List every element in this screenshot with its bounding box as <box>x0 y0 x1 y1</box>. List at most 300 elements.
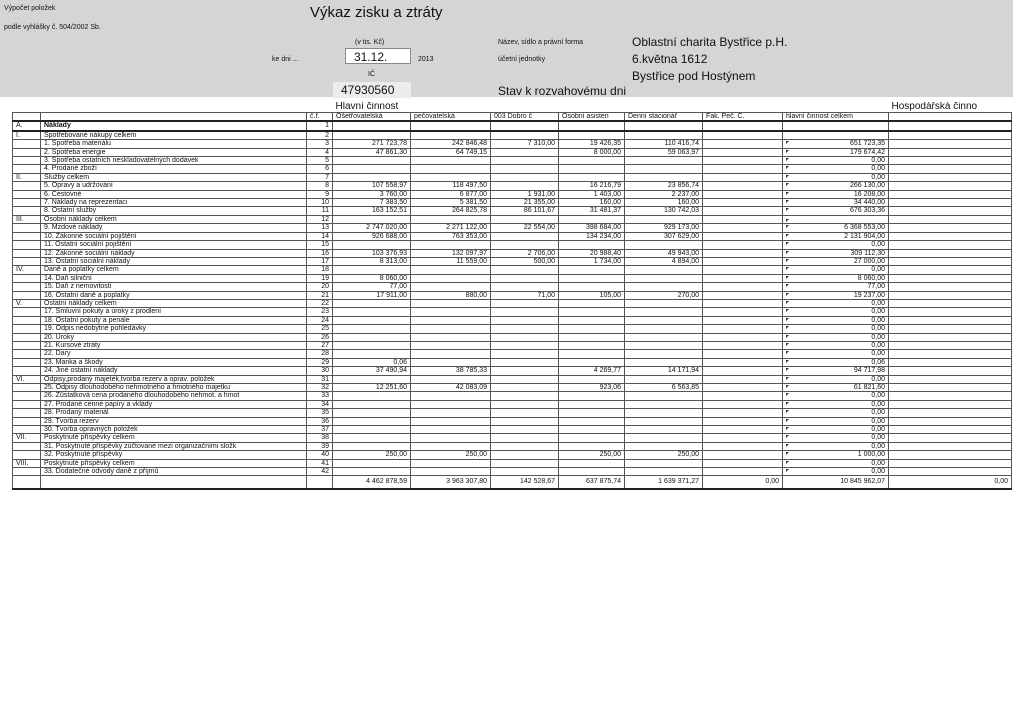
value-cell[interactable] <box>889 241 1012 249</box>
value-cell[interactable] <box>559 392 625 400</box>
value-cell[interactable] <box>703 384 783 392</box>
item-label[interactable]: 4. Prodané zboží <box>41 165 307 173</box>
value-cell[interactable] <box>625 442 703 450</box>
row-number[interactable]: 39 <box>307 442 333 450</box>
value-cell[interactable] <box>889 308 1012 316</box>
item-label[interactable]: 9. Mzdové náklady <box>41 224 307 232</box>
value-cell[interactable] <box>625 341 703 349</box>
item-label[interactable]: 11. Ostatní sociální pojištění <box>41 241 307 249</box>
item-label[interactable]: 3. Spotřeba ostatních neskladovatelných dodávek <box>41 157 307 165</box>
value-cell[interactable] <box>703 459 783 467</box>
total-cell[interactable]: 637 875,74 <box>559 476 625 490</box>
value-cell[interactable] <box>703 392 783 400</box>
value-cell[interactable] <box>703 131 783 140</box>
value-cell[interactable]: 21 355,00 <box>491 199 559 207</box>
value-cell[interactable] <box>783 157 889 165</box>
value-cell[interactable] <box>491 384 559 392</box>
value-cell[interactable] <box>703 325 783 333</box>
item-label[interactable]: 24. Jiné ostatní náklady <box>41 367 307 375</box>
value-cell[interactable] <box>411 157 491 165</box>
ico-value-field[interactable]: 47930560 <box>333 82 411 98</box>
value-cell[interactable] <box>625 241 703 249</box>
section-code[interactable] <box>13 325 41 333</box>
row-number[interactable]: 13 <box>307 224 333 232</box>
value-cell[interactable] <box>783 131 889 140</box>
value-cell[interactable] <box>889 451 1012 459</box>
value-cell[interactable]: 926 688,00 <box>333 232 411 240</box>
value-cell[interactable]: 242 846,48 <box>411 140 491 148</box>
row-number[interactable]: 20 <box>307 283 333 291</box>
value-cell[interactable] <box>889 468 1012 476</box>
row-number[interactable]: 17 <box>307 257 333 265</box>
item-label[interactable]: Osobní náklady celkem <box>41 215 307 223</box>
section-code[interactable] <box>13 207 41 215</box>
section-code[interactable] <box>13 451 41 459</box>
item-label[interactable]: 20. Úroky <box>41 333 307 341</box>
value-cell[interactable] <box>703 215 783 223</box>
value-cell[interactable] <box>411 165 491 173</box>
item-label[interactable]: 21. Kursové ztráty <box>41 341 307 349</box>
row-number[interactable]: 18 <box>307 266 333 274</box>
value-cell[interactable]: 1 403,00 <box>559 190 625 198</box>
value-cell[interactable] <box>703 283 783 291</box>
value-cell[interactable] <box>411 358 491 366</box>
value-cell[interactable] <box>889 392 1012 400</box>
section-code[interactable] <box>13 308 41 316</box>
value-cell[interactable] <box>333 165 411 173</box>
value-cell[interactable] <box>411 392 491 400</box>
value-cell[interactable] <box>625 434 703 442</box>
section-code[interactable]: A. <box>13 121 41 130</box>
value-cell[interactable] <box>411 434 491 442</box>
row-number[interactable]: 21 <box>307 291 333 299</box>
section-code[interactable] <box>13 283 41 291</box>
value-cell[interactable] <box>333 299 411 307</box>
value-cell[interactable] <box>625 325 703 333</box>
value-cell[interactable] <box>333 241 411 249</box>
value-cell[interactable] <box>491 215 559 223</box>
value-cell[interactable] <box>889 140 1012 148</box>
value-cell[interactable] <box>889 165 1012 173</box>
item-label[interactable]: 27. Prodané cenné papíry a vklady <box>41 400 307 408</box>
value-cell[interactable] <box>889 283 1012 291</box>
value-cell[interactable] <box>411 341 491 349</box>
section-code[interactable] <box>13 442 41 450</box>
value-cell[interactable] <box>411 173 491 181</box>
value-cell[interactable]: 118 497,50 <box>411 182 491 190</box>
item-label[interactable]: Spotřebované nákupy celkem <box>41 131 307 140</box>
value-cell[interactable] <box>783 400 889 408</box>
value-cell[interactable] <box>491 400 559 408</box>
section-code[interactable] <box>13 417 41 425</box>
value-cell[interactable] <box>703 157 783 165</box>
value-cell[interactable]: 19 426,35 <box>559 140 625 148</box>
value-cell[interactable] <box>491 392 559 400</box>
total-cell[interactable]: 0,00 <box>889 476 1012 490</box>
value-cell[interactable] <box>411 400 491 408</box>
value-cell[interactable]: 264 825,78 <box>411 207 491 215</box>
item-label[interactable]: 26. Zůstatková cena prodaného dlouhodobého nehmot. a hmot <box>41 392 307 400</box>
value-cell[interactable] <box>333 400 411 408</box>
value-cell[interactable] <box>491 157 559 165</box>
value-cell[interactable]: 134 234,00 <box>559 232 625 240</box>
row-number[interactable]: 6 <box>307 165 333 173</box>
value-cell[interactable] <box>783 182 889 190</box>
value-cell[interactable] <box>411 215 491 223</box>
value-cell[interactable] <box>703 316 783 324</box>
value-cell[interactable] <box>703 266 783 274</box>
value-cell[interactable] <box>783 384 889 392</box>
value-cell[interactable]: 307 629,00 <box>625 232 703 240</box>
item-label[interactable]: 19. Odpis nedobytné pohledávky <box>41 325 307 333</box>
value-cell[interactable] <box>703 224 783 232</box>
value-cell[interactable] <box>889 442 1012 450</box>
value-cell[interactable] <box>625 157 703 165</box>
row-number[interactable]: 1 <box>307 121 333 130</box>
value-cell[interactable] <box>625 308 703 316</box>
value-cell[interactable] <box>491 341 559 349</box>
value-cell[interactable] <box>559 241 625 249</box>
value-cell[interactable] <box>333 333 411 341</box>
row-number[interactable]: 40 <box>307 451 333 459</box>
value-cell[interactable] <box>703 451 783 459</box>
value-cell[interactable] <box>889 249 1012 257</box>
item-label[interactable]: 6. Cestovné <box>41 190 307 198</box>
value-cell[interactable] <box>559 434 625 442</box>
value-cell[interactable]: 398 684,00 <box>559 224 625 232</box>
value-cell[interactable] <box>889 299 1012 307</box>
value-cell[interactable] <box>559 121 625 130</box>
value-cell[interactable] <box>491 409 559 417</box>
row-number[interactable]: 25 <box>307 325 333 333</box>
value-cell[interactable] <box>783 375 889 383</box>
value-cell[interactable] <box>411 266 491 274</box>
value-cell[interactable] <box>889 459 1012 467</box>
section-code[interactable]: V. <box>13 299 41 307</box>
value-cell[interactable] <box>491 316 559 324</box>
section-code[interactable] <box>13 148 41 156</box>
value-cell[interactable] <box>491 434 559 442</box>
value-cell[interactable] <box>703 257 783 265</box>
item-label[interactable]: 30. Tvorba opravných položek <box>41 426 307 434</box>
value-cell[interactable] <box>703 409 783 417</box>
value-cell[interactable] <box>783 266 889 274</box>
value-cell[interactable] <box>559 341 625 349</box>
value-cell[interactable] <box>703 173 783 181</box>
value-cell[interactable] <box>889 173 1012 181</box>
value-cell[interactable]: 22 554,00 <box>491 224 559 232</box>
item-label[interactable]: Služby celkem <box>41 173 307 181</box>
value-cell[interactable] <box>889 316 1012 324</box>
value-cell[interactable] <box>333 434 411 442</box>
value-cell[interactable]: 2 747 020,00 <box>333 224 411 232</box>
value-cell[interactable] <box>625 283 703 291</box>
row-number[interactable]: 22 <box>307 299 333 307</box>
section-code[interactable] <box>13 241 41 249</box>
value-cell[interactable] <box>333 266 411 274</box>
value-cell[interactable]: 11 559,00 <box>411 257 491 265</box>
value-cell[interactable] <box>411 350 491 358</box>
value-cell[interactable] <box>783 207 889 215</box>
row-number[interactable]: 15 <box>307 241 333 249</box>
value-cell[interactable] <box>491 426 559 434</box>
value-cell[interactable] <box>333 157 411 165</box>
value-cell[interactable]: 1 931,00 <box>491 190 559 198</box>
value-cell[interactable]: 17 911,00 <box>333 291 411 299</box>
row-number[interactable]: 33 <box>307 392 333 400</box>
item-label[interactable]: 29. Tvorba rezerv <box>41 417 307 425</box>
value-cell[interactable]: 14 171,94 <box>625 367 703 375</box>
value-cell[interactable] <box>783 299 889 307</box>
section-code[interactable] <box>13 468 41 476</box>
value-cell[interactable] <box>559 157 625 165</box>
value-cell[interactable] <box>625 468 703 476</box>
value-cell[interactable]: 6 877,00 <box>411 190 491 198</box>
section-code[interactable]: IV. <box>13 266 41 274</box>
value-cell[interactable] <box>889 182 1012 190</box>
row-number[interactable]: 11 <box>307 207 333 215</box>
value-cell[interactable] <box>411 274 491 282</box>
value-cell[interactable]: 500,00 <box>491 257 559 265</box>
value-cell[interactable] <box>703 358 783 366</box>
value-cell[interactable] <box>703 241 783 249</box>
value-cell[interactable]: 132 097,97 <box>411 249 491 257</box>
value-cell[interactable] <box>625 266 703 274</box>
value-cell[interactable] <box>783 468 889 476</box>
section-code[interactable] <box>13 182 41 190</box>
value-cell[interactable]: 71,00 <box>491 291 559 299</box>
value-cell[interactable] <box>703 291 783 299</box>
value-cell[interactable] <box>411 468 491 476</box>
value-cell[interactable] <box>783 140 889 148</box>
value-cell[interactable] <box>625 274 703 282</box>
section-code[interactable]: II. <box>13 173 41 181</box>
row-number[interactable]: 3 <box>307 140 333 148</box>
value-cell[interactable] <box>333 215 411 223</box>
value-cell[interactable]: 130 742,03 <box>625 207 703 215</box>
row-number[interactable]: 5 <box>307 157 333 165</box>
value-cell[interactable] <box>889 207 1012 215</box>
value-cell[interactable] <box>703 350 783 358</box>
value-cell[interactable]: 2 706,00 <box>491 249 559 257</box>
value-cell[interactable] <box>559 358 625 366</box>
section-code[interactable] <box>13 409 41 417</box>
value-cell[interactable] <box>703 232 783 240</box>
row-number[interactable]: 37 <box>307 426 333 434</box>
value-cell[interactable] <box>625 121 703 130</box>
value-cell[interactable] <box>491 148 559 156</box>
section-code[interactable] <box>13 400 41 408</box>
value-cell[interactable] <box>625 299 703 307</box>
value-cell[interactable] <box>703 400 783 408</box>
row-number[interactable]: 36 <box>307 417 333 425</box>
value-cell[interactable] <box>889 190 1012 198</box>
item-label[interactable]: Ostatní náklady celkem <box>41 299 307 307</box>
value-cell[interactable] <box>411 426 491 434</box>
section-code[interactable]: VI. <box>13 375 41 383</box>
value-cell[interactable] <box>783 249 889 257</box>
value-cell[interactable]: 923,06 <box>559 384 625 392</box>
row-number[interactable]: 16 <box>307 249 333 257</box>
item-label[interactable]: 18. Ostatní pokuty a penále <box>41 316 307 324</box>
section-code[interactable] <box>13 274 41 282</box>
value-cell[interactable] <box>703 468 783 476</box>
value-cell[interactable] <box>491 299 559 307</box>
value-cell[interactable]: 160,00 <box>559 199 625 207</box>
value-cell[interactable] <box>703 182 783 190</box>
value-cell[interactable] <box>333 409 411 417</box>
value-cell[interactable] <box>889 341 1012 349</box>
value-cell[interactable]: 110 416,74 <box>625 140 703 148</box>
value-cell[interactable] <box>889 358 1012 366</box>
item-label[interactable]: Poskytnuté příspěvky celkem <box>41 459 307 467</box>
value-cell[interactable] <box>559 266 625 274</box>
section-code[interactable] <box>13 426 41 434</box>
row-number[interactable]: 26 <box>307 333 333 341</box>
value-cell[interactable] <box>559 468 625 476</box>
row-number[interactable]: 14 <box>307 232 333 240</box>
value-cell[interactable]: 2 271 122,00 <box>411 224 491 232</box>
value-cell[interactable]: 59 063,97 <box>625 148 703 156</box>
value-cell[interactable] <box>703 299 783 307</box>
value-cell[interactable] <box>889 409 1012 417</box>
item-label[interactable]: 2. Spotřeba energie <box>41 148 307 156</box>
value-cell[interactable]: 77,00 <box>333 283 411 291</box>
value-cell[interactable] <box>783 333 889 341</box>
value-cell[interactable] <box>491 325 559 333</box>
value-cell[interactable] <box>625 131 703 140</box>
value-cell[interactable] <box>889 232 1012 240</box>
value-cell[interactable] <box>559 426 625 434</box>
item-label[interactable]: 8. Ostatní služby <box>41 207 307 215</box>
value-cell[interactable] <box>703 121 783 130</box>
row-number[interactable]: 12 <box>307 215 333 223</box>
value-cell[interactable] <box>411 333 491 341</box>
item-label[interactable]: 12. Zákonné sociální náklady <box>41 249 307 257</box>
section-code[interactable]: VII. <box>13 434 41 442</box>
value-cell[interactable] <box>783 426 889 434</box>
value-cell[interactable] <box>625 375 703 383</box>
value-cell[interactable] <box>411 459 491 467</box>
value-cell[interactable] <box>491 358 559 366</box>
value-cell[interactable] <box>333 459 411 467</box>
value-cell[interactable]: 12 251,60 <box>333 384 411 392</box>
value-cell[interactable] <box>783 459 889 467</box>
value-cell[interactable]: 880,00 <box>411 291 491 299</box>
item-label[interactable]: Náklady <box>41 121 307 130</box>
value-cell[interactable] <box>783 291 889 299</box>
item-label[interactable]: Daně a poplatky celkem <box>41 266 307 274</box>
value-cell[interactable] <box>559 375 625 383</box>
value-cell[interactable] <box>411 283 491 291</box>
value-cell[interactable] <box>559 442 625 450</box>
item-label[interactable]: 23. Manka a škody <box>41 358 307 366</box>
value-cell[interactable] <box>783 325 889 333</box>
section-code[interactable] <box>13 257 41 265</box>
value-cell[interactable] <box>333 442 411 450</box>
value-cell[interactable] <box>625 426 703 434</box>
value-cell[interactable] <box>783 241 889 249</box>
item-label[interactable]: 14. Daň silniční <box>41 274 307 282</box>
row-number[interactable]: 34 <box>307 400 333 408</box>
value-cell[interactable] <box>703 165 783 173</box>
value-cell[interactable] <box>783 358 889 366</box>
value-cell[interactable]: 103 376,93 <box>333 249 411 257</box>
section-code[interactable] <box>13 392 41 400</box>
value-cell[interactable] <box>333 350 411 358</box>
item-label[interactable]: 31. Poskytnuté příspěvky zúčtované mezi organizačními složk <box>41 442 307 450</box>
value-cell[interactable] <box>491 442 559 450</box>
value-cell[interactable] <box>703 190 783 198</box>
value-cell[interactable]: 2 237,00 <box>625 190 703 198</box>
value-cell[interactable] <box>783 350 889 358</box>
value-cell[interactable] <box>889 375 1012 383</box>
value-cell[interactable] <box>703 148 783 156</box>
row-number[interactable]: 4 <box>307 148 333 156</box>
value-cell[interactable] <box>491 266 559 274</box>
value-cell[interactable] <box>333 173 411 181</box>
value-cell[interactable] <box>559 409 625 417</box>
value-cell[interactable] <box>411 409 491 417</box>
value-cell[interactable] <box>783 442 889 450</box>
value-cell[interactable]: 763 353,00 <box>411 232 491 240</box>
total-cell[interactable]: 4 462 878,59 <box>333 476 411 490</box>
value-cell[interactable] <box>559 308 625 316</box>
value-cell[interactable]: 270,00 <box>625 291 703 299</box>
section-code[interactable] <box>13 249 41 257</box>
value-cell[interactable] <box>559 173 625 181</box>
value-cell[interactable] <box>889 291 1012 299</box>
value-cell[interactable]: 7 310,00 <box>491 140 559 148</box>
value-cell[interactable] <box>333 341 411 349</box>
value-cell[interactable] <box>491 283 559 291</box>
value-cell[interactable] <box>783 316 889 324</box>
value-cell[interactable] <box>411 316 491 324</box>
value-cell[interactable] <box>491 375 559 383</box>
total-cell[interactable]: 0,00 <box>703 476 783 490</box>
value-cell[interactable] <box>703 341 783 349</box>
value-cell[interactable]: 250,00 <box>333 451 411 459</box>
section-code[interactable] <box>13 316 41 324</box>
row-number[interactable]: 29 <box>307 358 333 366</box>
item-label[interactable]: 17. Smluvní pokuty a úroky z prodlení <box>41 308 307 316</box>
value-cell[interactable] <box>625 350 703 358</box>
value-cell[interactable] <box>783 224 889 232</box>
value-cell[interactable] <box>783 165 889 173</box>
value-cell[interactable]: 16 216,79 <box>559 182 625 190</box>
value-cell[interactable]: 4 894,00 <box>625 257 703 265</box>
value-cell[interactable] <box>559 350 625 358</box>
value-cell[interactable] <box>559 283 625 291</box>
value-cell[interactable] <box>559 316 625 324</box>
value-cell[interactable] <box>333 417 411 425</box>
value-cell[interactable] <box>783 409 889 417</box>
value-cell[interactable] <box>703 442 783 450</box>
row-number[interactable]: 38 <box>307 434 333 442</box>
value-cell[interactable] <box>703 308 783 316</box>
value-cell[interactable] <box>333 325 411 333</box>
value-cell[interactable]: 8 060,00 <box>333 274 411 282</box>
value-cell[interactable]: 8 313,00 <box>333 257 411 265</box>
value-cell[interactable] <box>889 199 1012 207</box>
value-cell[interactable] <box>703 417 783 425</box>
value-cell[interactable]: 3 760,00 <box>333 190 411 198</box>
total-cell[interactable]: 1 639 371,27 <box>625 476 703 490</box>
section-code[interactable] <box>13 367 41 375</box>
value-cell[interactable]: 47 861,30 <box>333 148 411 156</box>
section-code[interactable] <box>13 358 41 366</box>
value-cell[interactable] <box>783 434 889 442</box>
